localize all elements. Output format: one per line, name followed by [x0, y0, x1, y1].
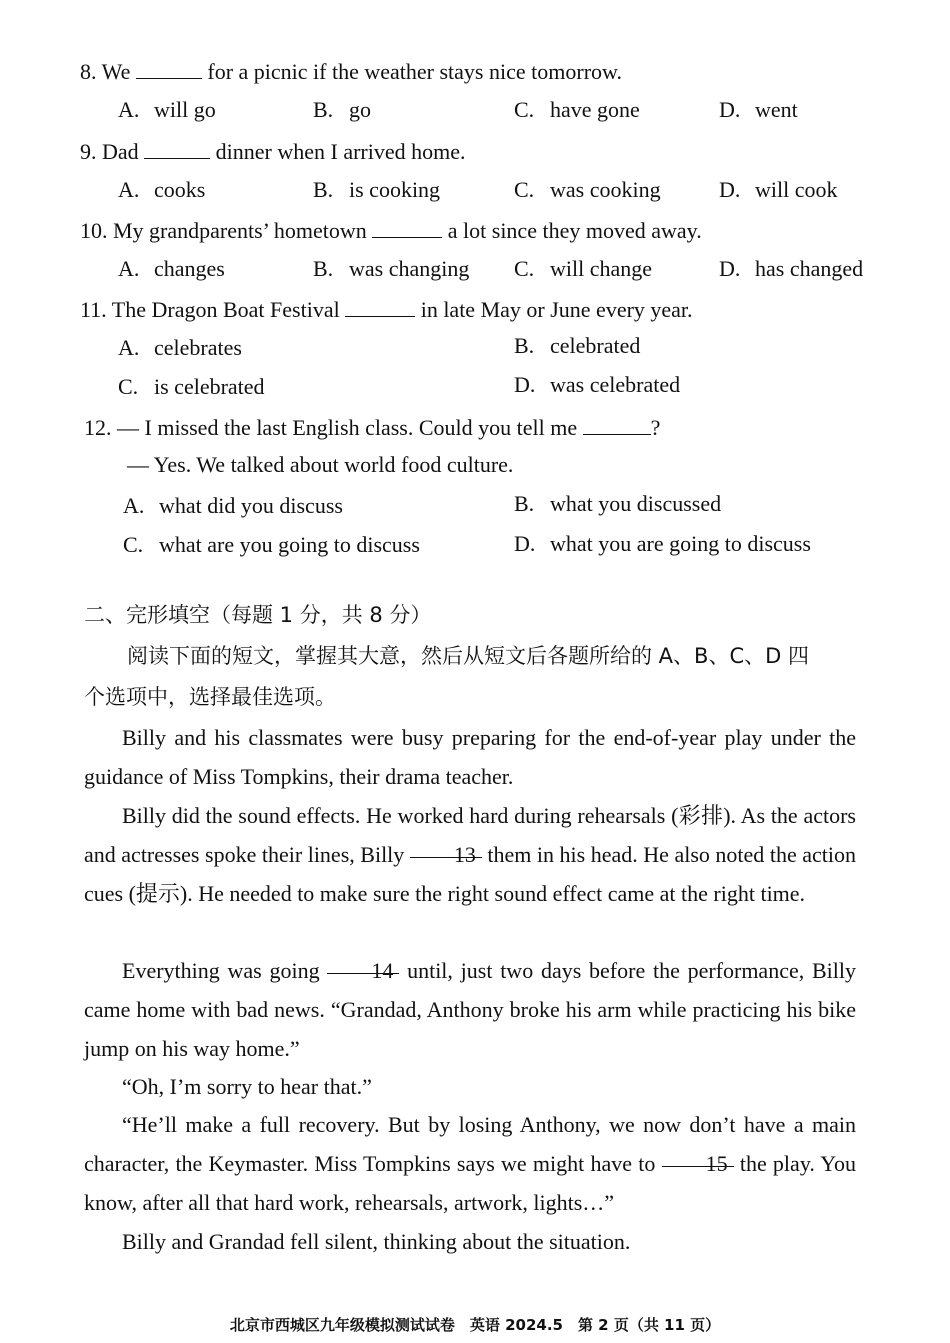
- passage-paragraph-1: Billy and his classmates were busy preparing for the end-of-year play under the guidance of Miss Tompkins, their drama teacher.: [84, 725, 856, 789]
- option-a: A. celebrates: [118, 335, 242, 360]
- option-a: A. will go: [118, 97, 216, 122]
- option-b: B. what you discussed: [514, 491, 722, 516]
- question-number: 12.: [84, 415, 112, 440]
- option-a: A. changes: [118, 256, 225, 281]
- question-text-after: for a picnic if the weather stays nice tomorrow.: [207, 59, 622, 84]
- page-footer: 北京市西城区九年级模拟测试试卷 英语 2024.5 第 2 页（共 11 页）: [229, 1316, 721, 1334]
- question-text-after: dinner when I arrived home.: [215, 139, 466, 164]
- option-c: C. was cooking: [514, 177, 661, 202]
- question-text-after: in late May or June every year.: [420, 297, 693, 322]
- option-c: C. is celebrated: [118, 374, 265, 399]
- passage-paragraph-2: Billy did the sound effects. He worked hard during rehearsals (彩排). As the actors and actresses spoke their lines, Billy 13 them in his head. He also noted the action cues (提示). He needed to make sure the right sound effect came at the right time.: [84, 803, 856, 906]
- question-12: [84, 412, 660, 442]
- section-instruction-line2: 个选项中，选择最佳选项。: [84, 685, 336, 709]
- option-b: B. was changing: [313, 256, 470, 281]
- question-text-before: The Dragon Boat Festival: [111, 297, 340, 322]
- option-c: C. have gone: [514, 97, 640, 122]
- option-d: D. has changed: [719, 256, 864, 281]
- option-d: D. what you are going to discuss: [514, 531, 811, 556]
- passage-paragraph-6: Billy and Grandad fell silent, thinking about the situation.: [122, 1229, 631, 1254]
- option-d: D. will cook: [719, 177, 838, 202]
- dialogue-reply: — Yes. We talked about world food culture.: [127, 452, 514, 477]
- cloze-blank-15: 15: [662, 1144, 734, 1167]
- question-text-after: a lot since they moved away.: [447, 218, 702, 243]
- question-text-before: — I missed the last English class. Could you tell me: [117, 415, 578, 440]
- option-b: B. celebrated: [514, 333, 641, 358]
- question-text-before: Dad: [102, 139, 139, 164]
- question-text-before: We: [101, 59, 131, 84]
- answer-blank: [144, 136, 210, 159]
- cloze-blank-14: 14: [327, 951, 399, 974]
- option-d: D. was celebrated: [514, 372, 681, 397]
- option-d: D. went: [719, 97, 798, 122]
- passage-paragraph-3: Everything was going 14 until, just two days before the performance, Billy came home with bad news. “Grandad, Anthony broke his arm while practicing his bike jump on his way home.”: [84, 951, 856, 1068]
- option-a: A. what did you discuss: [123, 493, 343, 518]
- section-heading: 二、完形填空（每题 1 分，共 8 分）: [84, 603, 432, 627]
- question-number: 8.: [80, 59, 97, 84]
- option-b: B. is cooking: [313, 177, 441, 202]
- passage-paragraph-4: “Oh, I’m sorry to hear that.”: [122, 1074, 372, 1099]
- passage-paragraph-5: “He’ll make a full recovery. But by losing Anthony, we now don’t have a main character, the Keymaster. Miss Tompkins says we might have to 15 the play. You know, after all that hard work, rehearsals, artwork, lights…”: [84, 1112, 856, 1215]
- question-10: [80, 215, 702, 245]
- question-number: 10.: [80, 218, 108, 243]
- option-c: C. will change: [514, 256, 653, 281]
- question-11: [80, 294, 693, 324]
- option-b: B. go: [313, 97, 371, 122]
- question-number: 9.: [80, 139, 97, 164]
- answer-blank: [136, 56, 202, 79]
- cloze-blank-13: 13: [410, 835, 482, 858]
- question-text-before: My grandparents’ hometown: [113, 218, 367, 243]
- question-8: [80, 56, 622, 86]
- question-9: [80, 136, 466, 166]
- answer-blank: [372, 215, 442, 238]
- question-text-after: ?: [650, 415, 661, 440]
- section-instruction-line1: 阅读下面的短文，掌握其大意，然后从短文后各题所给的 A、B、C、D 四: [127, 644, 809, 668]
- option-c: C. what are you going to discuss: [123, 532, 420, 557]
- option-a: A. cooks: [118, 177, 206, 202]
- answer-blank: [345, 294, 415, 317]
- answer-blank: [583, 412, 651, 435]
- question-number: 11.: [80, 297, 107, 322]
